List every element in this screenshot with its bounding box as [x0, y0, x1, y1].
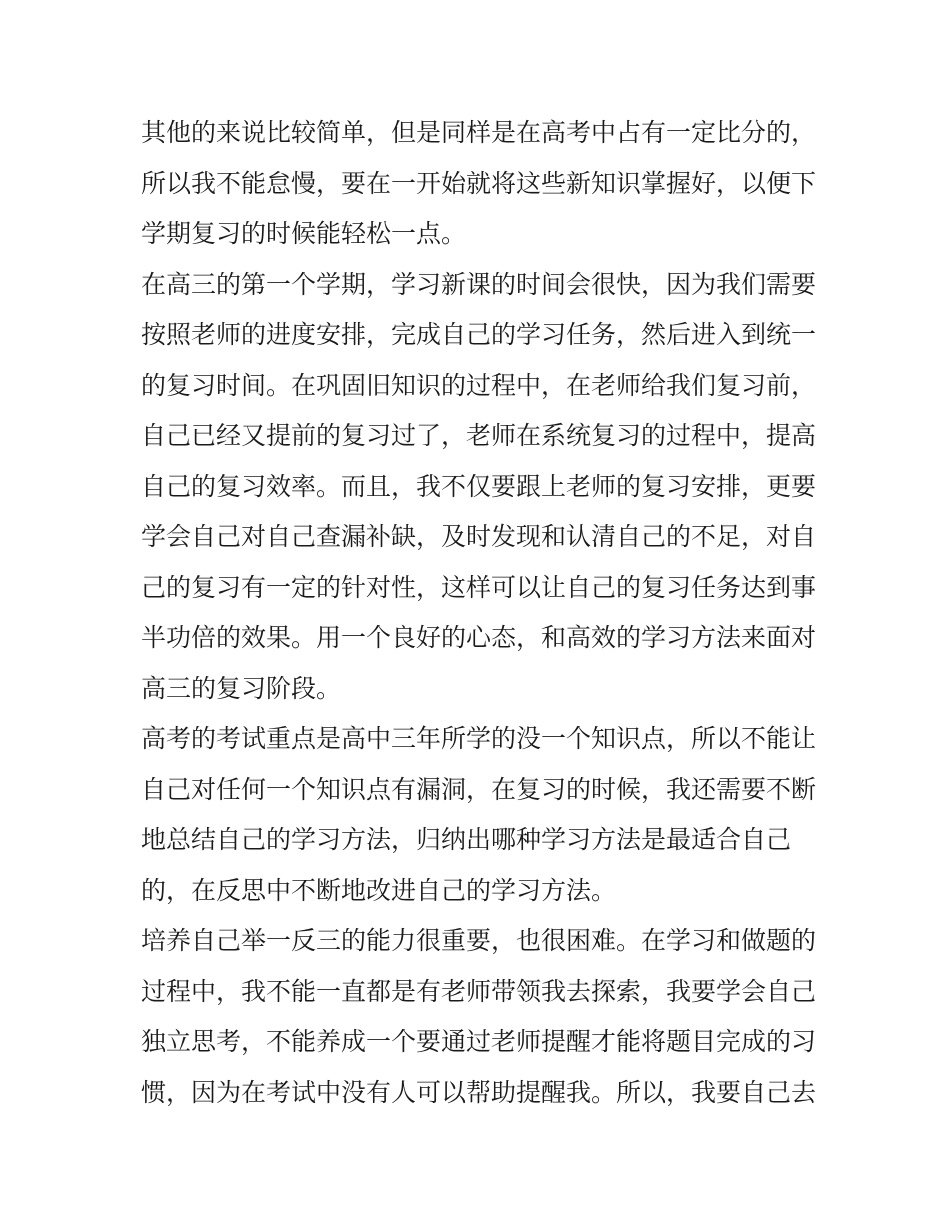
text-line: 己的复习有一定的针对性，这样可以让自己的复习任务达到事: [141, 572, 817, 602]
text-line: 培养自己举一反三的能力很重要，也很困难。在学习和做题的: [141, 926, 817, 955]
text-line: 学会自己对自己查漏补缺，及时发现和认清自己的不足，对自: [141, 522, 817, 551]
text-line: 高三的复习阶段。: [141, 673, 342, 703]
text-line: 的，在反思中不断地改进自己的学习方法。: [141, 875, 617, 905]
text-line: 按照老师的进度安排，完成自己的学习任务，然后进入到统一: [141, 320, 817, 349]
text-line: 地总结自己的学习方法，归纳出哪种学习方法是最适合自己: [141, 825, 792, 854]
text-line: 其他的来说比较简单，但是同样是在高考中占有一定比分的，: [141, 118, 817, 147]
text-line: 高考的考试重点是高中三年所学的没一个知识点，所以不能让: [141, 724, 817, 753]
text-line: 学期复习的时候能轻松一点。: [141, 219, 467, 248]
text-line: 自己对任何一个知识点有漏洞，在复习的时候，我还需要不断: [141, 774, 817, 804]
text-line: 自己已经又提前的复习过了，老师在系统复习的过程中，提高: [141, 421, 817, 450]
text-line: 自己的复习效率。而且，我不仅要跟上老师的复习安排，更要: [141, 471, 817, 501]
text-line: 在高三的第一个学期，学习新课的时间会很快，因为我们需要: [141, 269, 817, 299]
text-line: 的复习时间。在巩固旧知识的过程中，在老师给我们复习前，: [141, 370, 817, 400]
text-line: 半功倍的效果。用一个良好的心态，和高效的学习方法来面对: [141, 623, 817, 652]
text-line: 独立思考，不能养成一个要通过老师提醒才能将题目完成的习: [141, 1027, 817, 1056]
text-line: 惯，因为在考试中没有人可以帮助提醒我。所以，我要自己去: [141, 1077, 817, 1107]
document-body: [141, 108, 821, 1118]
text-line: 所以我不能怠慢，要在一开始就将这些新知识掌握好，以便下: [141, 168, 817, 198]
text-line: 过程中，我不能一直都是有老师带领我去探索，我要学会自己: [141, 976, 817, 1006]
